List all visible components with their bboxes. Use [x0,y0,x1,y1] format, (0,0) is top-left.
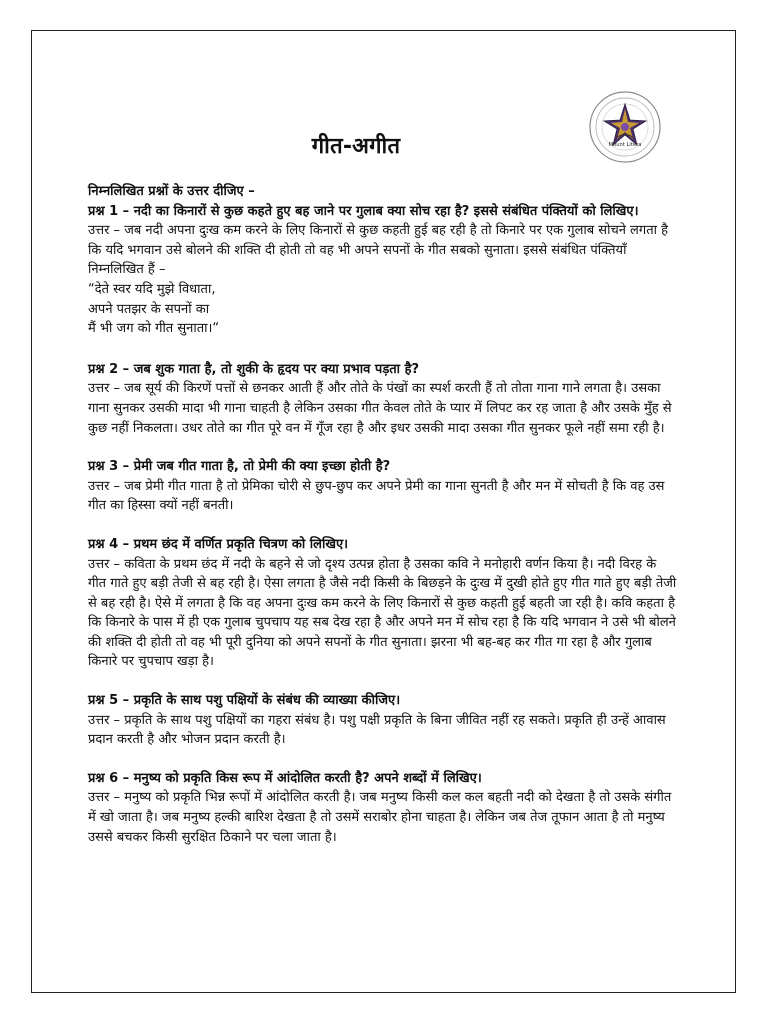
question-4: प्रश्न 4 – प्रथम छंद में वर्णित प्रकृति चित्रण को लिखिए। [88,536,349,552]
quote-block-1 [88,280,678,339]
question-section-3 [88,457,678,516]
instruction-text: निम्नलिखित प्रश्नों के उत्तर दीजिए – [88,184,255,199]
question-section-6 [88,769,678,847]
page-title: गीत-अगीत [311,134,401,159]
logo-text: Mount Litera [608,142,642,148]
quote-line-2: अपने पतझर के सपनों का [88,301,210,317]
answer-6: उत्तर – मनुष्य को प्रकृति भिन्न रूपों में आंदोलित करती है। जब मनुष्य किसी कल कल बहती नदी को देखता है तो उसके संगीत में खो जाता है। जब मनुष्य हल्की बारिश देखता है तो उसमें सराबोर होना चाहता है। लेकिन जब तेज तूफान आता है तो मनुष्य उससे बचकर किसी सुरक्षित ठिकाने पर चला जाता है। [88,790,672,845]
question-5: प्रश्न 5 – प्रकृति के साथ पशु पक्षियों के संबंध की व्याख्या कीजिए। [88,693,401,709]
document-body [88,182,678,866]
quote-line-1: “देते स्वर यदि मुझे विधाता, [88,281,216,297]
question-section-2 [88,360,678,438]
answer-2: उत्तर – जब सूर्य की किरणें पत्तों से छनकर आती हैं और तोते के पंखों का स्पर्श करती हैं तो तोता गाना गाने लगता है। उसका गाना सुनकर उसकी मादा भी गाना चाहती है लेकिन उसका गीत केवल तोते के प्यार में लिपट कर रह जाता है और उसके मुँह से कुछ नहीं निकलता। उधर तोते का गीत पूरे वन में गूँज रहा है और इधर उसकी मादा उसका गीत सुनकर फूले नहीं समा रही है। [88,381,672,436]
question-2: प्रश्न 2 – जब शुक गाता है, तो शुकी के हृदय पर क्या प्रभाव पड़ता है? [88,361,420,377]
question-1: प्रश्न 1 – नदी का किनारों से कुछ कहते हुए बह जाने पर गुलाब क्या सोच रहा है? इससे संबंधित पंक्तियों को लिखिए। [88,203,639,219]
answer-1: उत्तर – जब नदी अपना दुःख कम करने के लिए किनारों से कुछ कहती हुई बह रही है तो किनारे पर एक गुलाब सोचने लगता है कि यदि भगवान उसे बोलने की शक्ति दी होती तो वह भी अपने सपनों के गीत सबको सुनाता। इससे संबंधित पंक्तियाँ निम्नलिखित हैं – [88,223,669,278]
answer-3: उत्तर – जब प्रेमी गीत गाता है तो प्रेमिका चोरी से छुप-छुप कर अपने प्रेमी का गाना सुनती है और मन में सोचती है कि वह उस गीत का हिस्सा क्यों नहीं बनती। [88,478,665,514]
question-section-4 [88,535,678,672]
question-3: प्रश्न 3 – प्रेमी जब गीत गाता है, तो प्रेमी की क्या इच्छा होती है? [88,459,391,475]
answer-4: उत्तर – कविता के प्रथम छंद में नदी के बहने से जो दृश्य उत्पन्न होता है उसका कवि ने मनोहारी वर्णन किया है। नदी विरह के गीत गाते हुए बड़ी तेजी से बह रही है। ऐसा लगता है जैसे नदी किसी के बिछड़ने के दुःख में दुखी होते हुए गीत गाते हुए बड़ी तेजी से बह रही है। ऐसे में लगता है कि वह अपना दुःख कम करने के लिए किनारों से कुछ कहती हुई बहती जा रही है। कवि कहता है कि किनारे के पास में ही एक गुलाब चुपचाप यह सब देख रहा है और अपने मन में सोच रहा है कि यदि भगवान ने उसे भी बोलने की शक्ति दी होती तो वह भी पूरी दुनिया को अपने सपनों के गीत सुनाता। झरना भी बह-बह कर गीत गा रहा है और गुलाब किनारे पर चुपचाप खड़ा है। [88,556,677,670]
question-section-5 [88,691,678,750]
answer-5: उत्तर – प्रकृति के साथ पशु पक्षियों का गहरा संबंध है। पशु पक्षी प्रकृति के बिना जीवित नहीं रह सकते। प्रकृति ही उन्हें आवास प्रदान करती है और भोजन प्रदान करती है। [88,712,666,748]
question-6: प्रश्न 6 – मनुष्य को प्रकृति किस रूप में आंदोलित करती है? अपने शब्दों में लिखिए। [88,770,482,786]
question-section-1 [88,202,678,339]
quote-line-3: मैं भी जग को गीत सुनाता।“ [88,321,220,337]
